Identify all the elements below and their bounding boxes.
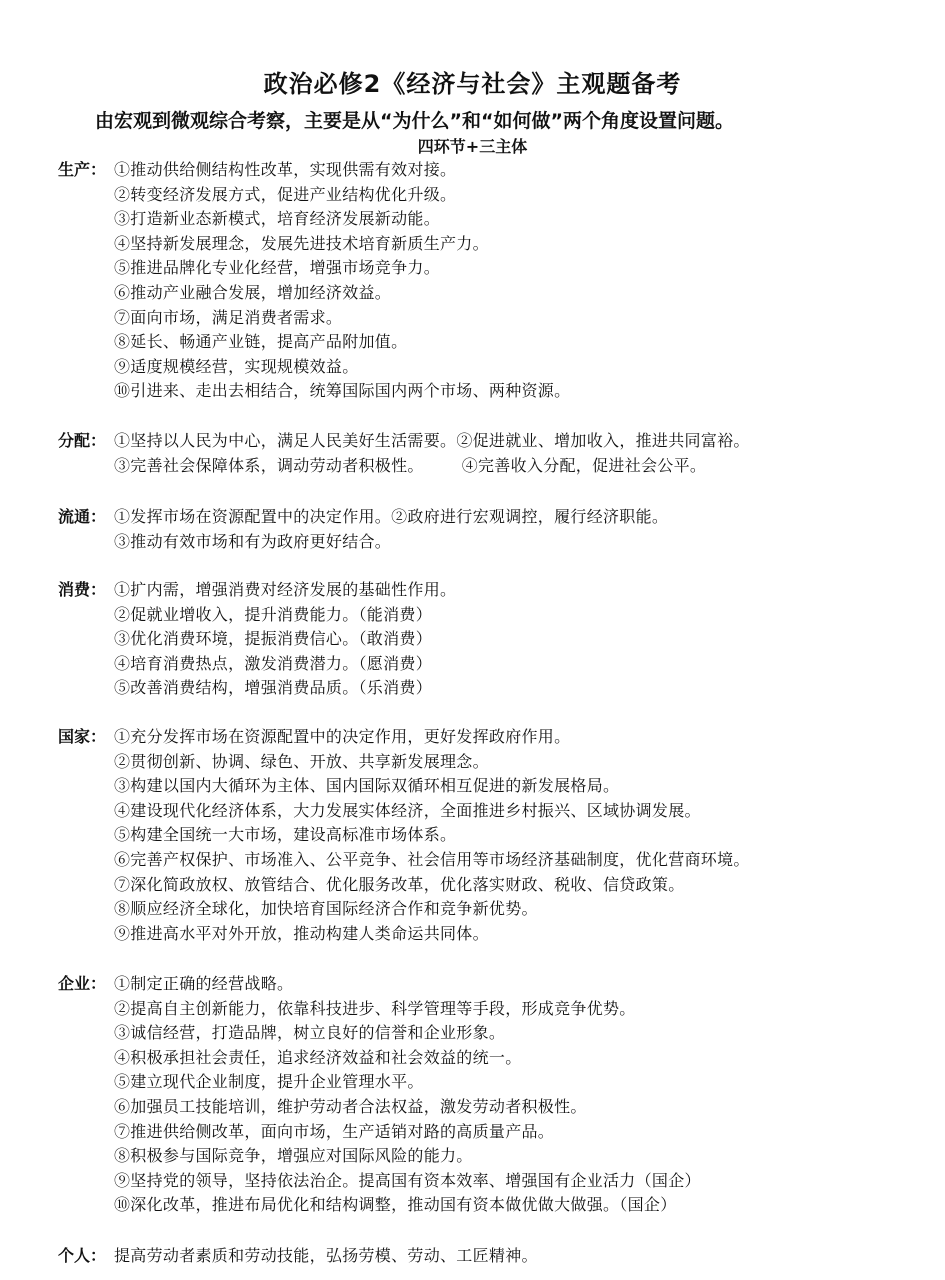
list-item: ②提高自主创新能力，依靠科技进步、科学管理等手段，形成竞争优势。: [114, 998, 636, 1018]
list-item: ④积极承担社会责任，追求经济效益和社会效益的统一。: [114, 1047, 522, 1067]
list-item: ①制定正确的经营战略。: [114, 974, 294, 993]
list-item: ③优化消费环境，提振消费信心。（敢消费）: [114, 629, 433, 649]
list-item: ⑦面向市场，满足消费者需求。: [114, 307, 343, 327]
list-item: ⑩引进来、走出去相结合，统筹国际国内两个市场、两种资源。: [114, 381, 571, 401]
section-label: 企业：: [58, 974, 107, 993]
section-label: 流通：: [58, 507, 107, 526]
list-item: ⑧延长、畅通产业链，提高产品附加值。: [114, 332, 408, 352]
section-label: 分配：: [58, 431, 107, 450]
list-item: ⑤推进品牌化专业化经营，增强市场竞争力。: [114, 258, 441, 278]
list-item: ③推动有效市场和有为政府更好结合。: [114, 531, 392, 551]
list-item: ②促就业增收入，提升消费能力。（能消费）: [114, 604, 433, 624]
list-item: ①推动供给侧结构性改革，实现供需有效对接。: [114, 160, 457, 179]
item-list: [114, 158, 570, 404]
item-list: [114, 505, 668, 554]
list-item: ②促进就业、增加收入，推进共同富裕。: [456, 431, 750, 450]
list-item: ⑦推进供给侧改革，面向市场，生产适销对路的高质量产品。: [114, 1121, 555, 1141]
item-list: [114, 972, 701, 1218]
item-list: [114, 725, 750, 946]
list-item: ⑧顺应经济全球化，加快培育国际经济合作和竞争新优势。: [114, 899, 538, 919]
list-item: ①发挥市场在资源配置中的决定作用。: [114, 507, 392, 526]
list-item: ⑨适度规模经营，实现规模效益。: [114, 356, 359, 376]
list-item: ③诚信经营，打造品牌，树立良好的信誉和企业形象。: [114, 1023, 506, 1043]
list-item: ②转变经济发展方式，促进产业结构优化升级。: [114, 184, 457, 204]
section-label: 消费：: [58, 580, 107, 599]
list-item: ⑥推动产业融合发展，增加经济效益。: [114, 282, 392, 302]
section-label: 国家：: [58, 727, 107, 746]
list-item: ⑥完善产权保护、市场准入、公平竞争、社会信用等市场经济基础制度，优化营商环境。: [114, 849, 750, 869]
list-item: ②政府进行宏观调控，履行经济职能。: [391, 507, 669, 526]
list-item: 提高劳动者素质和劳动技能，弘扬劳模、劳动、工匠精神。: [114, 1246, 538, 1265]
list-item-pair: [114, 454, 750, 479]
list-item: ⑤构建全国统一大市场，建设高标准市场体系。: [114, 825, 457, 845]
section-label: 个人：: [58, 1246, 107, 1265]
list-item: ⑧积极参与国际竞争，增强应对国际风险的能力。: [114, 1146, 473, 1166]
list-item: ⑤建立现代企业制度，提升企业管理水平。: [114, 1072, 424, 1092]
list-item: ①扩内需，增强消费对经济发展的基础性作用。: [114, 580, 457, 599]
list-item: ③完善社会保障体系，调动劳动者积极性。: [114, 455, 424, 475]
item-list: [114, 429, 750, 478]
list-item-pair: [114, 505, 668, 530]
list-item: ⑥加强员工技能培训，维护劳动者合法权益，激发劳动者积极性。: [114, 1096, 587, 1116]
list-item: ④建设现代化经济体系，大力发展实体经济，全面推进乡村振兴、区域协调发展。: [114, 800, 701, 820]
list-item-pair: [114, 429, 750, 454]
list-item: ⑤改善消费结构，增强消费品质。（乐消费）: [114, 678, 433, 698]
list-item: ④坚持新发展理念，发展先进技术培育新质生产力。: [114, 233, 489, 253]
list-item: ③构建以国内大循环为主体、国内国际双循环相互促进的新发展格局。: [114, 776, 620, 796]
section-label: 生产：: [58, 160, 107, 179]
list-item: ④培育消费热点，激发消费潜力。（愿消费）: [114, 653, 433, 673]
list-item: ④完善收入分配，促进社会公平。: [461, 455, 707, 475]
list-item: ⑩深化改革，推进布局优化和结构调整，推动国有资本做优做大做强。（国企）: [114, 1195, 677, 1215]
list-item: ⑨推进高水平对外开放，推动构建人类命运共同体。: [114, 923, 489, 943]
page-title: 政治必修2《经济与社会》主观题备考: [263, 70, 682, 98]
item-list: [114, 1244, 538, 1269]
framework-heading: 四环节+三主体: [417, 137, 528, 156]
subtitle: 由宏观到微观综合考察，主要是从“为什么”和“如何做”两个角度设置问题。: [95, 110, 734, 132]
list-item: ⑨坚持党的领导，坚持依法治企。提高国有资本效率、增强国有企业活力（国企）: [114, 1170, 701, 1190]
list-item: ①充分发挥市场在资源配置中的决定作用，更好发挥政府作用。: [114, 727, 571, 746]
list-item: ②贯彻创新、协调、绿色、开放、共享新发展理念。: [114, 751, 489, 771]
list-item: ⑦深化简政放权、放管结合、优化服务改革，优化落实财政、税收、信贷政策。: [114, 874, 685, 894]
list-item: ③打造新业态新模式，培育经济发展新动能。: [114, 209, 441, 229]
item-list: [114, 578, 456, 701]
list-item: ①坚持以人民为中心，满足人民美好生活需要。: [114, 431, 457, 450]
